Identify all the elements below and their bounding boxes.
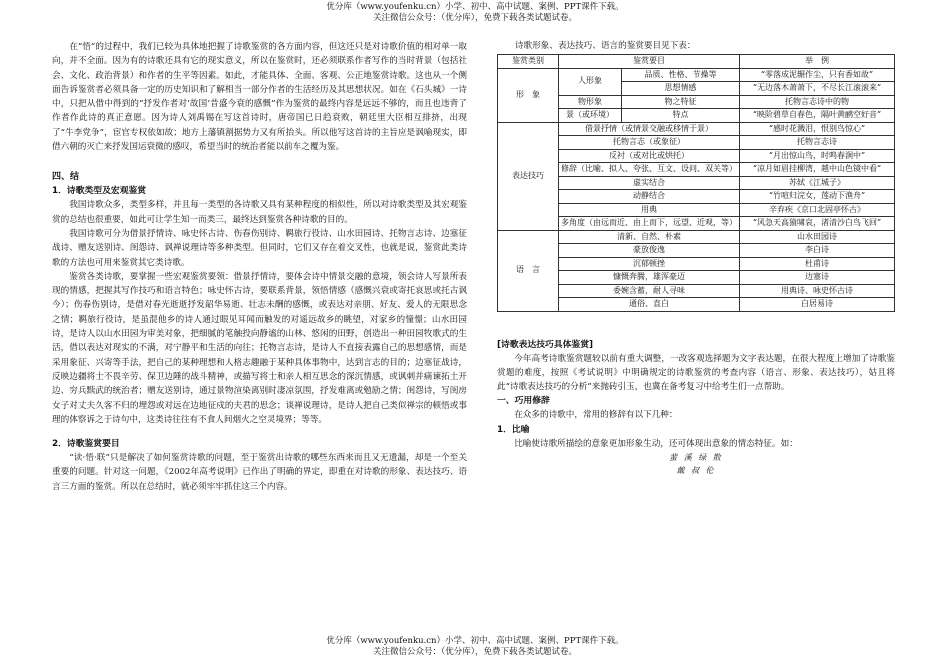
table-row — [498, 68, 895, 82]
cell-scene-image: 景（或环境） — [559, 109, 622, 123]
subheading-metaphor: 1．比喻 — [497, 424, 530, 435]
cell-emotion-example: “无边落木萧萧下，不尽长江滚滚来” — [740, 82, 895, 96]
technique-example: “风急天高猿啸哀，渚清沙白鸟飞回” — [740, 217, 895, 231]
appreciation-table — [497, 54, 895, 312]
language-item: 委婉含蓄，耐人寻味 — [559, 284, 740, 298]
poem-title: 蜚 溪 绿 散 — [669, 452, 723, 462]
technique-section-title: [诗歌表达技巧具体鉴赏] — [497, 339, 594, 350]
technique-item: 虚实结合 — [559, 176, 740, 190]
language-example: 白居易诗 — [740, 298, 895, 312]
cell-emotion: 思想情感 — [622, 82, 740, 96]
language-item: 通俗、直白 — [559, 298, 740, 312]
technique-example: “竹喧归浣女，莲动下渔舟” — [740, 190, 895, 204]
header-category: 鉴赏类别 — [498, 55, 559, 69]
heading-rhetoric: 一、巧用修辞 — [497, 396, 550, 407]
cell-character-example: “零落成泥辗作尘，只有香如故” — [740, 68, 895, 82]
page-footer — [0, 636, 950, 658]
language-example: 边塞诗 — [740, 271, 895, 285]
category-language: 语 言 — [498, 230, 559, 311]
table-caption: 诗歌形象、表达技巧、语言的鉴赏要目见下表： — [515, 41, 696, 51]
technique-example: “凉月如眉挂柳湾，越中山色镜中看” — [740, 163, 895, 177]
right-paragraph-3: 比喻使诗歌所描绘的意象更加形象生动，还可体现出意象的情态特征。如： — [514, 438, 798, 449]
subheading-poem-types: 1．诗歌类型及宏观鉴赏 — [52, 186, 147, 197]
header-examples: 举 例 — [740, 55, 895, 69]
category-image: 形 象 — [498, 68, 559, 122]
left-paragraph-2: 我国诗歌众多，类型多样，并且每一类型的各诗歌又具有某种程度的相似性，所以对诗歌类型及其宏观鉴赏的总结也很重要，如此可让学生知一而类三，最终达到鉴赏各种诗歌的目的。 — [52, 200, 467, 225]
cell-character: 品质、性格、节操等 — [622, 68, 740, 82]
left-paragraph-3: 我国诗歌可分为借景抒情诗、咏史怀古诗、伤春伤别诗、羁旅行役诗、山水田园诗、托物言志诗、边塞征战诗、赠友送别诗、闺怨诗、讽禅说理诗等多种类型。但同时，它们又存在着交叉性，也就是说，鉴赏此类诗歌的方法也可用来鉴赏其它类诗歌。 — [52, 228, 467, 268]
left-paragraph-1: 在“悟”的过程中，我们已较为具体地把握了诗歌鉴赏的各方面内容，但这还只是对诗歌价值的相对单一取向，并不全面。因为有的诗歌还具有它的现实意义，所以在鉴赏时，还必须联系作者写作的当时背景（包括社会、文化、政治背景）和作者的生平等因素。如此，才能具体、全面、客观、公正地鉴赏诗歌。这也从一个侧面告诉鉴赏者必须具备一定的历史知识和了解相当一部分作者的生活经历及其思想状况。如在《石头城》一诗中，只把从借中得到的“抒发作者对‘故国’昔盛今衰的感慨”作为鉴赏的最终内容是远远不够的，而且也违背了作者作此诗的真正意愿。因为诗人刘禹锡在写这首诗时，唐帝国已日趋衰败，朝廷里大臣相互排挤，出现了“牛李党争”，宦官专权依如故；地方上藩镇割据势力又有所抬头。所以他写这首诗的主旨应是讽喻现实，即借六朝的灭亡来抒发国运衰微的感叹，希望当时的统治者能以前车之覆为鉴。 — [52, 42, 467, 153]
footer-line-2: 关注微信公众号：（优分库），免费下载各类试题试卷。 — [372, 647, 577, 657]
left-paragraph-4: 鉴赏各类诗歌，要掌握一些宏观鉴赏要领：借景抒情诗，要体会诗中情景交融的意境，领会诗人写景所表现的情感，把握其写作技巧和语言特色；咏史怀古诗，要联系背景，领悟情感（感慨兴衰或寄托哀思或托古讽今）；伤春伤别诗，是借对春光逝逝抒发韶华易逝、壮志未酬的感慨，或表达对亲朋、好友、爱人的无限思念之情；羁旅行役诗，是虽混他乡的诗人通过眼见耳闻而触发的对遥远故乡的眺望，对家乡的憧憬；山水田园诗，是诗人以山水田园为审美对象，把细腻的笔触投向静谧的山林、悠闲的田野，创造出一种田园牧歌式的生活，借以表达对现实的不满，对宁静平和生活的向往；托物言志诗，是诗人不直接表露自己的思想感情，而是采用象征、兴寄等手法，把自己的某种理想和人格志趣融于某种具体事物中，达到言志的目的；边塞征战诗，反映边疆将士不畏辛劳、保卫边陲的战斗精神，或描写将士和亲人相互思念的深沉情感，或讽刺并痛谏拓土开边、穷兵黩武的统治者；赠友送别诗，通过景物渲染离别时凄凉氛围，抒发难离或勉励之情；闺怨诗，写闺房女子对丈夫久客不归的埋怨或对远在边地征戍的夫君的思念；谈禅说理诗，是诗人把自己类似禅宗的顿悟或事理的体察诉之于诗句中，这类诗往往有不食人间烟火之空灵境界；等等。 — [52, 271, 467, 425]
technique-example: 苏轼《江城子》 — [740, 176, 895, 190]
cell-scene-feature: 特点 — [622, 109, 740, 123]
language-item: 豪放俊逸 — [559, 244, 740, 258]
subheading-appreciation-items: 2．诗歌鉴赏要目 — [52, 439, 120, 450]
header-line-2: 关注微信公众号：（优分库），免费下载各类试题试卷。 — [372, 13, 577, 23]
table-row — [498, 230, 895, 244]
cell-object-image: 物形象 — [559, 95, 622, 109]
category-technique: 表达技巧 — [498, 122, 559, 230]
left-paragraph-5: “读·悟·联”只是解决了如何鉴赏诗歌的问题，至于鉴赏出诗歌的哪些东西来而且又无遗漏，却是一个至关重要的问题。针对这一问题，《2002年高考说明》已作出了明确的界定，即重在对诗歌的形象、表达技巧、语言三方面的鉴赏。所以在总结时，就必须牢牢抓住这三个内容。 — [52, 453, 467, 492]
page-header — [0, 2, 950, 24]
technique-item: 托物言志（或象征） — [559, 136, 740, 150]
right-column — [497, 40, 895, 477]
language-item: 沉郁顿挫 — [559, 257, 740, 271]
poem-author: 戴 叔 伦 — [676, 465, 716, 475]
technique-example: 托物言志诗 — [740, 136, 895, 150]
table-row — [498, 122, 895, 136]
technique-item: 借景抒情（或情景交融或移情于景） — [559, 122, 740, 136]
language-example: 山水田园诗 — [740, 230, 895, 244]
language-example: 杜甫诗 — [740, 257, 895, 271]
cell-person-image: 人形象 — [559, 68, 622, 95]
table-header-row — [498, 55, 895, 69]
section-heading-4: 四、结 — [52, 172, 80, 183]
language-item: 清新、自然、朴素 — [559, 230, 740, 244]
technique-item: 用典 — [559, 203, 740, 217]
footer-line-1: 优分库（www.youfenku.cn）小学、初中、高中试题、案例、PPT课件下载。 — [326, 636, 624, 646]
technique-item: 多角度（由远而近、由上而下，远望、近观，等） — [559, 217, 740, 231]
technique-example: 辛弃疾《京口北固亭怀古》 — [740, 203, 895, 217]
left-column — [52, 40, 467, 494]
cell-object-feature: 物之特征 — [622, 95, 740, 109]
language-example: 李白诗 — [740, 244, 895, 258]
technique-item: 动静结合 — [559, 190, 740, 204]
cell-object-example: 托物言志诗中的物 — [740, 95, 895, 109]
technique-example: “月出惊山鸟，时鸣春涧中” — [740, 149, 895, 163]
header-items: 鉴赏要目 — [559, 55, 740, 69]
language-example: 用典诗、咏史怀古诗 — [740, 284, 895, 298]
technique-example: “感时花溅泪，恨别鸟惊心” — [740, 122, 895, 136]
header-line-1: 优分库（www.youfenku.cn）小学、初中、高中试题、案例、PPT课件下载。 — [326, 2, 624, 12]
language-item: 慷慨奔腾，雄浑豪迈 — [559, 271, 740, 285]
technique-item: 反衬（或对比或烘托） — [559, 149, 740, 163]
right-paragraph-1: 今年高考诗歌鉴赏题较以前有重大调整，一改客观选择题为文字表达题，在很大程度上增加了诗歌鉴赏题的难度，按照《考试说明》中明确规定的诗歌鉴赏的考查内容（语言、形象、表达技巧），姑且将此“诗歌表达技巧的分析”来抛砖引玉，也冀在备考复习中给考生们一点帮助。 — [497, 353, 895, 393]
right-paragraph-2: 在众多的诗歌中，常用的修辞有以下几种： — [514, 410, 678, 421]
cell-scene-example: “映阶碧草自春色，隔叶黄鹂空好音” — [740, 109, 895, 123]
technique-item: 修辞（比喻、拟人、夸张、互文、设问、双关等） — [559, 163, 740, 177]
